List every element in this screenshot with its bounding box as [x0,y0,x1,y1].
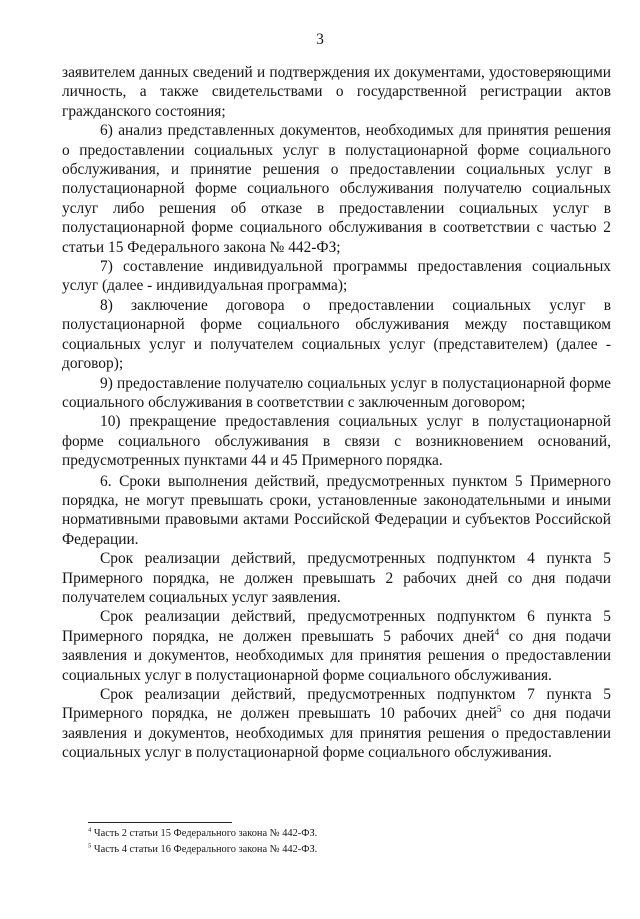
footnotes [88,826,588,857]
footnote-marker: 4 [88,826,92,834]
list-item-7: 7) составление индивидуальной программы предоставления социальных услуг (далее - индивидуальная программа); [62,258,611,295]
footnote-text: Часть 2 статьи 15 Федерального закона № 442-ФЗ. [91,828,318,839]
section-6-paragraph: 6. Сроки выполнения действий, предусмотренных пунктом 5 Примерного порядка, не могут превышать сроки, установленные законодательными и иными нормативными правовыми актами Российской Федерации и субъектов Российской Федерации. [62,472,611,548]
deadline-paragraph-subitem-6 [62,607,611,685]
paragraph-text: Срок реализации действий, предусмотренных подпунктом 7 пункта 5 Примерного порядка, не должен превышать 10 рабочих дней [62,686,611,723]
list-item-6: 6) анализ представленных документов, необходимых для принятия решения о предоставлении социальных услуг в полустационарной форме социального обслуживания, и принятие решения о предоставлении социальных услуг в полустационарной форме социального обслуживания получателю социальных услуг либо решения об отказе в предоставлении социальных услуг в полустационарной форме социального обслуживания в соответствии с частью 2 статьи 15 Федерального закона № 442-ФЗ; [62,122,611,256]
list-item-8: 8) заключение договора о предоставлении социальных услуг в полустационарной форме социального обслуживания между поставщиком социальных услуг и получателем социальных услуг (представителем) (далее - договор); [62,296,611,373]
deadline-paragraph-subitem-4: Срок реализации действий, предусмотренных подпунктом 4 пункта 5 Примерного порядка, не должен превышать 2 рабочих дней со дня подачи получателем социальных услуг заявления. [62,550,611,606]
footnote-ref-4: 4 [494,626,500,637]
footnote-text: Часть 4 статьи 16 Федерального закона № 442-ФЗ. [91,843,318,855]
list-item-9: 9) предоставление получателю социальных услуг в полустационарной форме социального обслуживания в соответствии с заключенным договором; [62,374,611,411]
paragraph-text: со дня подачи заявления и документов, необходимых для принятия решения о предоставлении социальных услуг в полустационарной форме социального обслуживания. [62,627,612,684]
list-item-10: 10) прекращение предоставления социальных услуг в полустационарной форме социального обслуживания в связи с возникновением оснований, предусмотренных пунктами 44 и 45 Примерного порядка. [62,413,611,470]
paragraph-continuation: заявителем данных сведений и подтверждения их документами, удостоверяющими личность, а также свидетельствами о государственной регистрации актов гражданского состояния; [62,64,611,120]
paragraph-text: Срок реализации действий, предусмотренных подпунктом 6 пункта 5 Примерного порядка, не должен превышать 5 рабочих дней [62,608,611,645]
page-number: 3 [316,31,324,48]
footnote-marker: 5 [88,842,92,850]
footnote-separator [88,822,232,823]
paragraph-text: со дня подачи заявления и документов, необходимых для принятия решения о предоставлении социальных услуг в полустационарной форме социального обслуживания. [62,705,611,762]
footnote-ref-5: 5 [496,704,502,715]
footnote-5 [88,842,588,858]
footnote-4 [88,826,588,842]
document-body [62,63,611,763]
deadline-paragraph-subitem-7 [62,685,611,763]
